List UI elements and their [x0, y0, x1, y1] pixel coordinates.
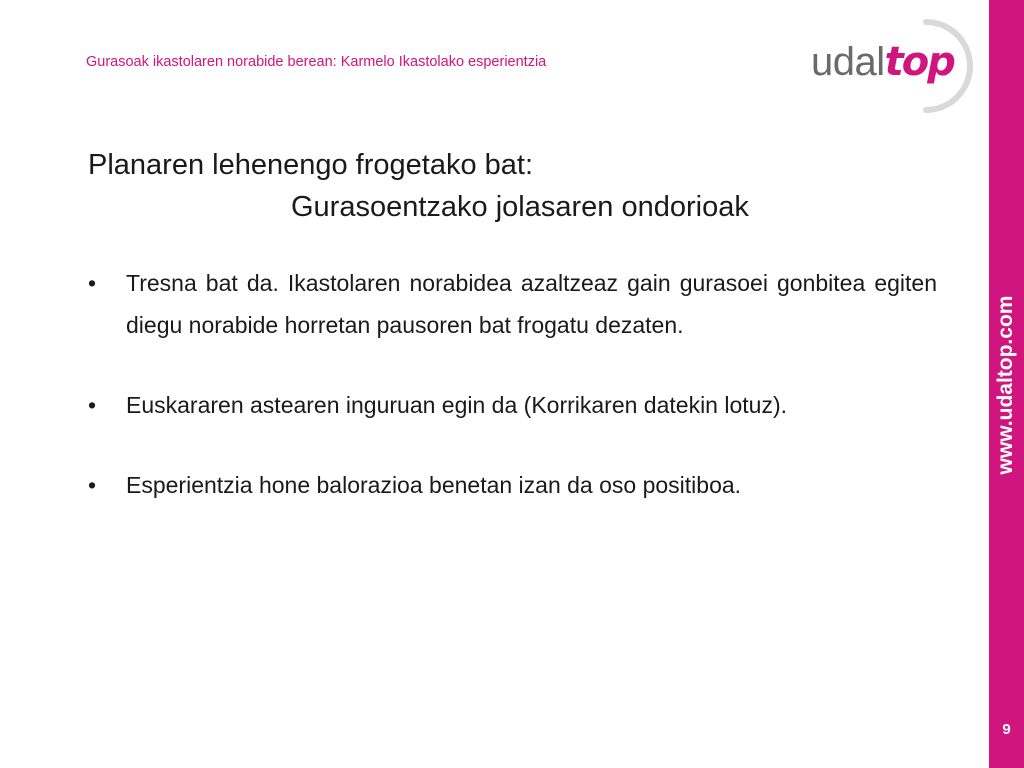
slide-title — [88, 144, 749, 228]
bullet-list — [88, 262, 937, 506]
slide-title-line-1: Planaren lehenengo frogetako bat: — [88, 149, 534, 181]
bullet-item — [88, 384, 937, 426]
logo-text-top: top — [884, 39, 954, 85]
logo-text-udal: udal — [811, 40, 885, 84]
slide-header-caption: Gurasoak ikastolaren norabide berean: Karmelo Ikastolako esperientzia — [86, 54, 547, 70]
logo-wordmark — [811, 39, 954, 85]
bullet-item — [88, 464, 937, 506]
bullet-dot-icon: • — [88, 392, 97, 418]
sidebar-website-url: www.udaltop.com — [994, 295, 1017, 475]
bullet-text: Euskararen astearen inguruan egin da (Korrikaren datekin lotuz). — [126, 392, 787, 418]
bullet-text: Esperientzia hone balorazioa benetan izan da oso positiboa. — [126, 472, 742, 498]
bullet-dot-icon: • — [88, 270, 97, 296]
bullet-text: Tresna bat da. Ikastolaren norabidea azaltzeaz gain gurasoei gonbitea egiten diegu norabide horretan pausoren bat frogatu dezaten. — [126, 270, 937, 338]
page-number: 9 — [1002, 721, 1011, 738]
bullet-dot-icon: • — [88, 472, 97, 498]
bullet-item — [88, 262, 937, 346]
slide-title-line-2: Gurasoentzako jolasaren ondorioak — [291, 191, 749, 223]
udaltop-logo — [808, 14, 976, 118]
